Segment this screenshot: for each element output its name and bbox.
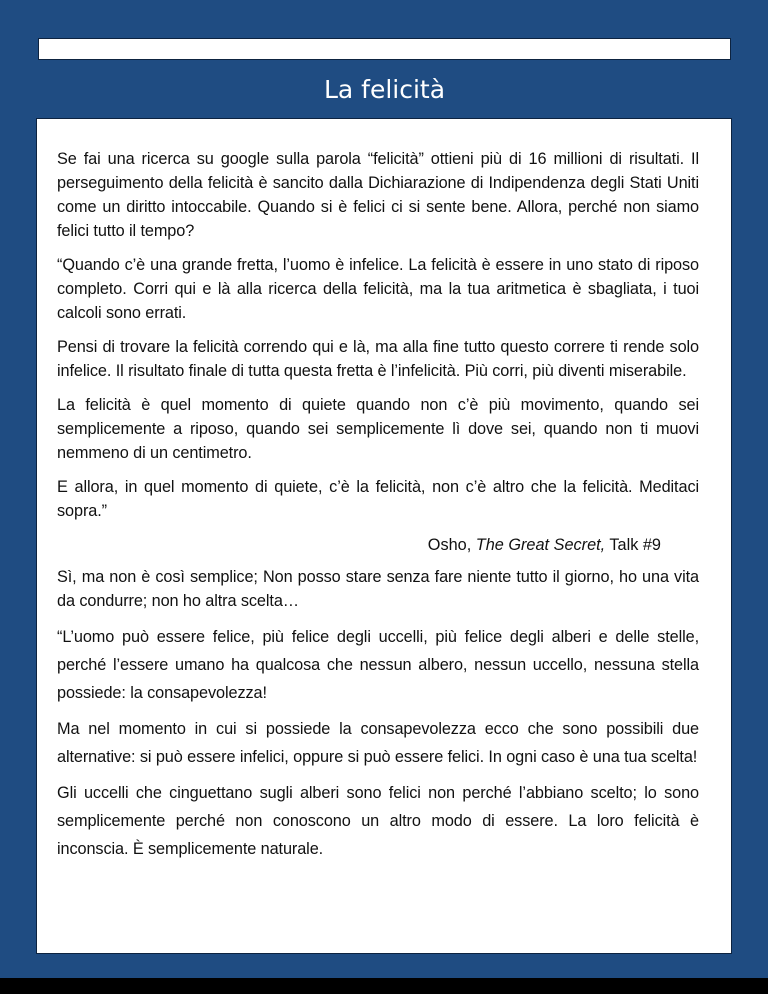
paragraph-6: Sì, ma non è così semplice; Non posso stare senza fare niente tutto il giorno, ho una vita da condurre; non ho altra scelta… — [57, 568, 699, 610]
citation-author: Osho, — [427, 536, 476, 554]
paragraph-4: La felicità è quel momento di quiete quando non c’è più movimento, quando sei semplicemente a riposo, quando sei semplicemente lì dove sei, quando non ti muovi nemmeno di un centimetro. — [57, 396, 699, 462]
paragraph-9: Gli uccelli che cinguettano sugli alberi sono felici non perché l’abbiano scelto; lo sono semplicemente perché non conoscono un altro modo di essere. La loro felicità è inconscia. È semplicemente naturale. — [57, 784, 699, 858]
content-panel — [36, 118, 732, 954]
header-strip — [38, 38, 731, 60]
citation — [57, 533, 661, 557]
paragraph-8: Ma nel momento in cui si possiede la consapevolezza ecco che sono possibili due alternative: si può essere infelici, oppure si può essere felici. In ogni caso è una tua scelta! — [57, 720, 699, 766]
citation-talk: Talk #9 — [605, 536, 661, 554]
paragraph-3: Pensi di trovare la felicità correndo qui e là, ma alla fine tutto questo correre ti rende solo infelice. Il risultato finale di tutta questa fretta è l’infelicità. Più corri, più diventi miserabile. — [57, 338, 699, 380]
paragraph-7: “L’uomo può essere felice, più felice degli uccelli, più felice degli alberi e delle stelle, perché l’essere umano ha qualcosa che nessun albero, nessun uccello, nessuna stella possiede: la consapevolezza! — [57, 628, 699, 702]
page-title: La felicità — [323, 75, 446, 104]
citation-work: The Great Secret, — [475, 536, 606, 554]
paragraph-5: E allora, in quel momento di quiete, c’è la felicità, non c’è altro che la felicità. Meditaci sopra.” — [57, 478, 699, 520]
paragraph-2: “Quando c’è una grande fretta, l’uomo è infelice. La felicità è essere in uno stato di riposo completo. Corri qui e là alla ricerca della felicità, ma la tua aritmetica è sbagliata, i tuoi calcoli sono errati. — [57, 256, 699, 322]
paragraph-1: Se fai una ricerca su google sulla parola “felicità” ottieni più di 16 millioni di risultati. Il perseguimento della felicità è sancito dalla Dichiarazione di Indipendenza degli Stati Uniti come un diritto intoccabile. Quando si è felici ci si sente bene. Allora, perché non siamo felici tutto il tempo? — [57, 150, 699, 240]
bottom-bar — [0, 978, 768, 994]
